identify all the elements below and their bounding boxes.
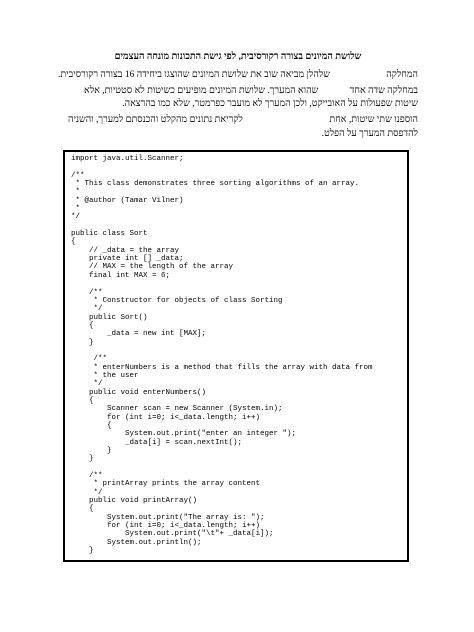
code-line: public void printArray() [71, 497, 198, 506]
code-line: /** [71, 171, 85, 180]
code-line: for (int i=0; i<_data.length; i++) [71, 413, 261, 422]
code-line: * This class demonstrates three sorting algorithms of an array. [71, 180, 360, 189]
code-listing [65, 152, 407, 556]
code-line: private int [] _data; [71, 255, 184, 264]
code-line: { [71, 396, 94, 405]
code-line: * enterNumbers is a method that fills the array with data from [71, 363, 373, 372]
code-line: /** [71, 472, 103, 481]
code-line: { [71, 505, 94, 514]
code-line: * [71, 205, 81, 214]
code-line: for (int i=0; i<_data.length; i++) [71, 522, 261, 531]
code-line: * Constructor for objects of class Sorting [71, 296, 283, 305]
paragraph-line-1-left: שלהלן מביאה שוב את שלושת המיונים שהוצגו ביחידה 16 בצורה רקורסיבית. [58, 70, 330, 80]
code-line: _data[i] = scan.nextInt(); [71, 438, 243, 447]
code-line: } [71, 455, 94, 464]
paragraph-line-2-right: במחלקה שדה אחד [349, 86, 418, 96]
code-line: /** [71, 288, 103, 297]
code-line: * printArray prints the array content [71, 480, 261, 489]
code-line: _data = new int [MAX]; [71, 330, 207, 339]
code-line: { [71, 422, 112, 430]
paragraph-line-4-left: לקריאת נתונים מהקלט והכנסתם למערך, והשניה [68, 115, 243, 125]
code-line: public Sort() [71, 313, 148, 322]
code-line: System.out.print("enter an integer "); [71, 430, 297, 439]
code-line: System.out.println(); [71, 538, 202, 547]
code-line: } [71, 447, 112, 456]
code-line: { [71, 238, 76, 247]
section-heading: שלושת המיונים בצורה רקורסיבית, לפי גישת התכונות מונחה העצמים [114, 52, 362, 62]
code-line: * [71, 188, 81, 197]
code-line: */ [71, 380, 103, 389]
code-line: * the user [71, 371, 139, 380]
paragraph-line-1-right: המחלקה [386, 70, 418, 80]
paragraph-line-4-right: הוספנו שתי שיטות, אחת [329, 115, 418, 125]
code-line: System.out.print("\t"+ _data[i]); [71, 530, 274, 539]
paragraph-line-5-text: להדפסת המערך על הפלט. [321, 129, 418, 139]
code-line: */ [71, 305, 103, 314]
paragraph-line-2-left: שהוא המערך. שלושת המיונים מופיעים כשיטות לא סטטיות, אלא [84, 86, 319, 96]
code-line: */ [71, 213, 81, 222]
code-line: Scanner scan = new Scanner (System.in); [71, 405, 283, 414]
code-line: // MAX = the length of the array [71, 263, 234, 272]
code-line: * @author (Tamar Vilner) [71, 196, 184, 205]
code-line: { [71, 321, 94, 330]
code-line: } [71, 338, 94, 347]
code-line: public void enterNumbers() [71, 388, 207, 397]
code-line: final int MAX = 6; [71, 271, 171, 280]
code-listing-box [63, 150, 409, 562]
code-line: import java.util.Scanner; [71, 155, 184, 163]
code-line: /** [71, 355, 108, 364]
code-line: } [71, 547, 94, 556]
code-line: System.out.print("The array is: "); [71, 513, 265, 522]
code-line: // _data = the array [71, 246, 180, 255]
code-line: public class Sort [71, 230, 148, 239]
code-line: */ [71, 488, 103, 497]
paragraph-line-3-text: שיטות שפעולות על האובייקט, ולכן המערך לא מועבר כפרמטר, שלא כמו בהרצאה. [122, 99, 418, 109]
